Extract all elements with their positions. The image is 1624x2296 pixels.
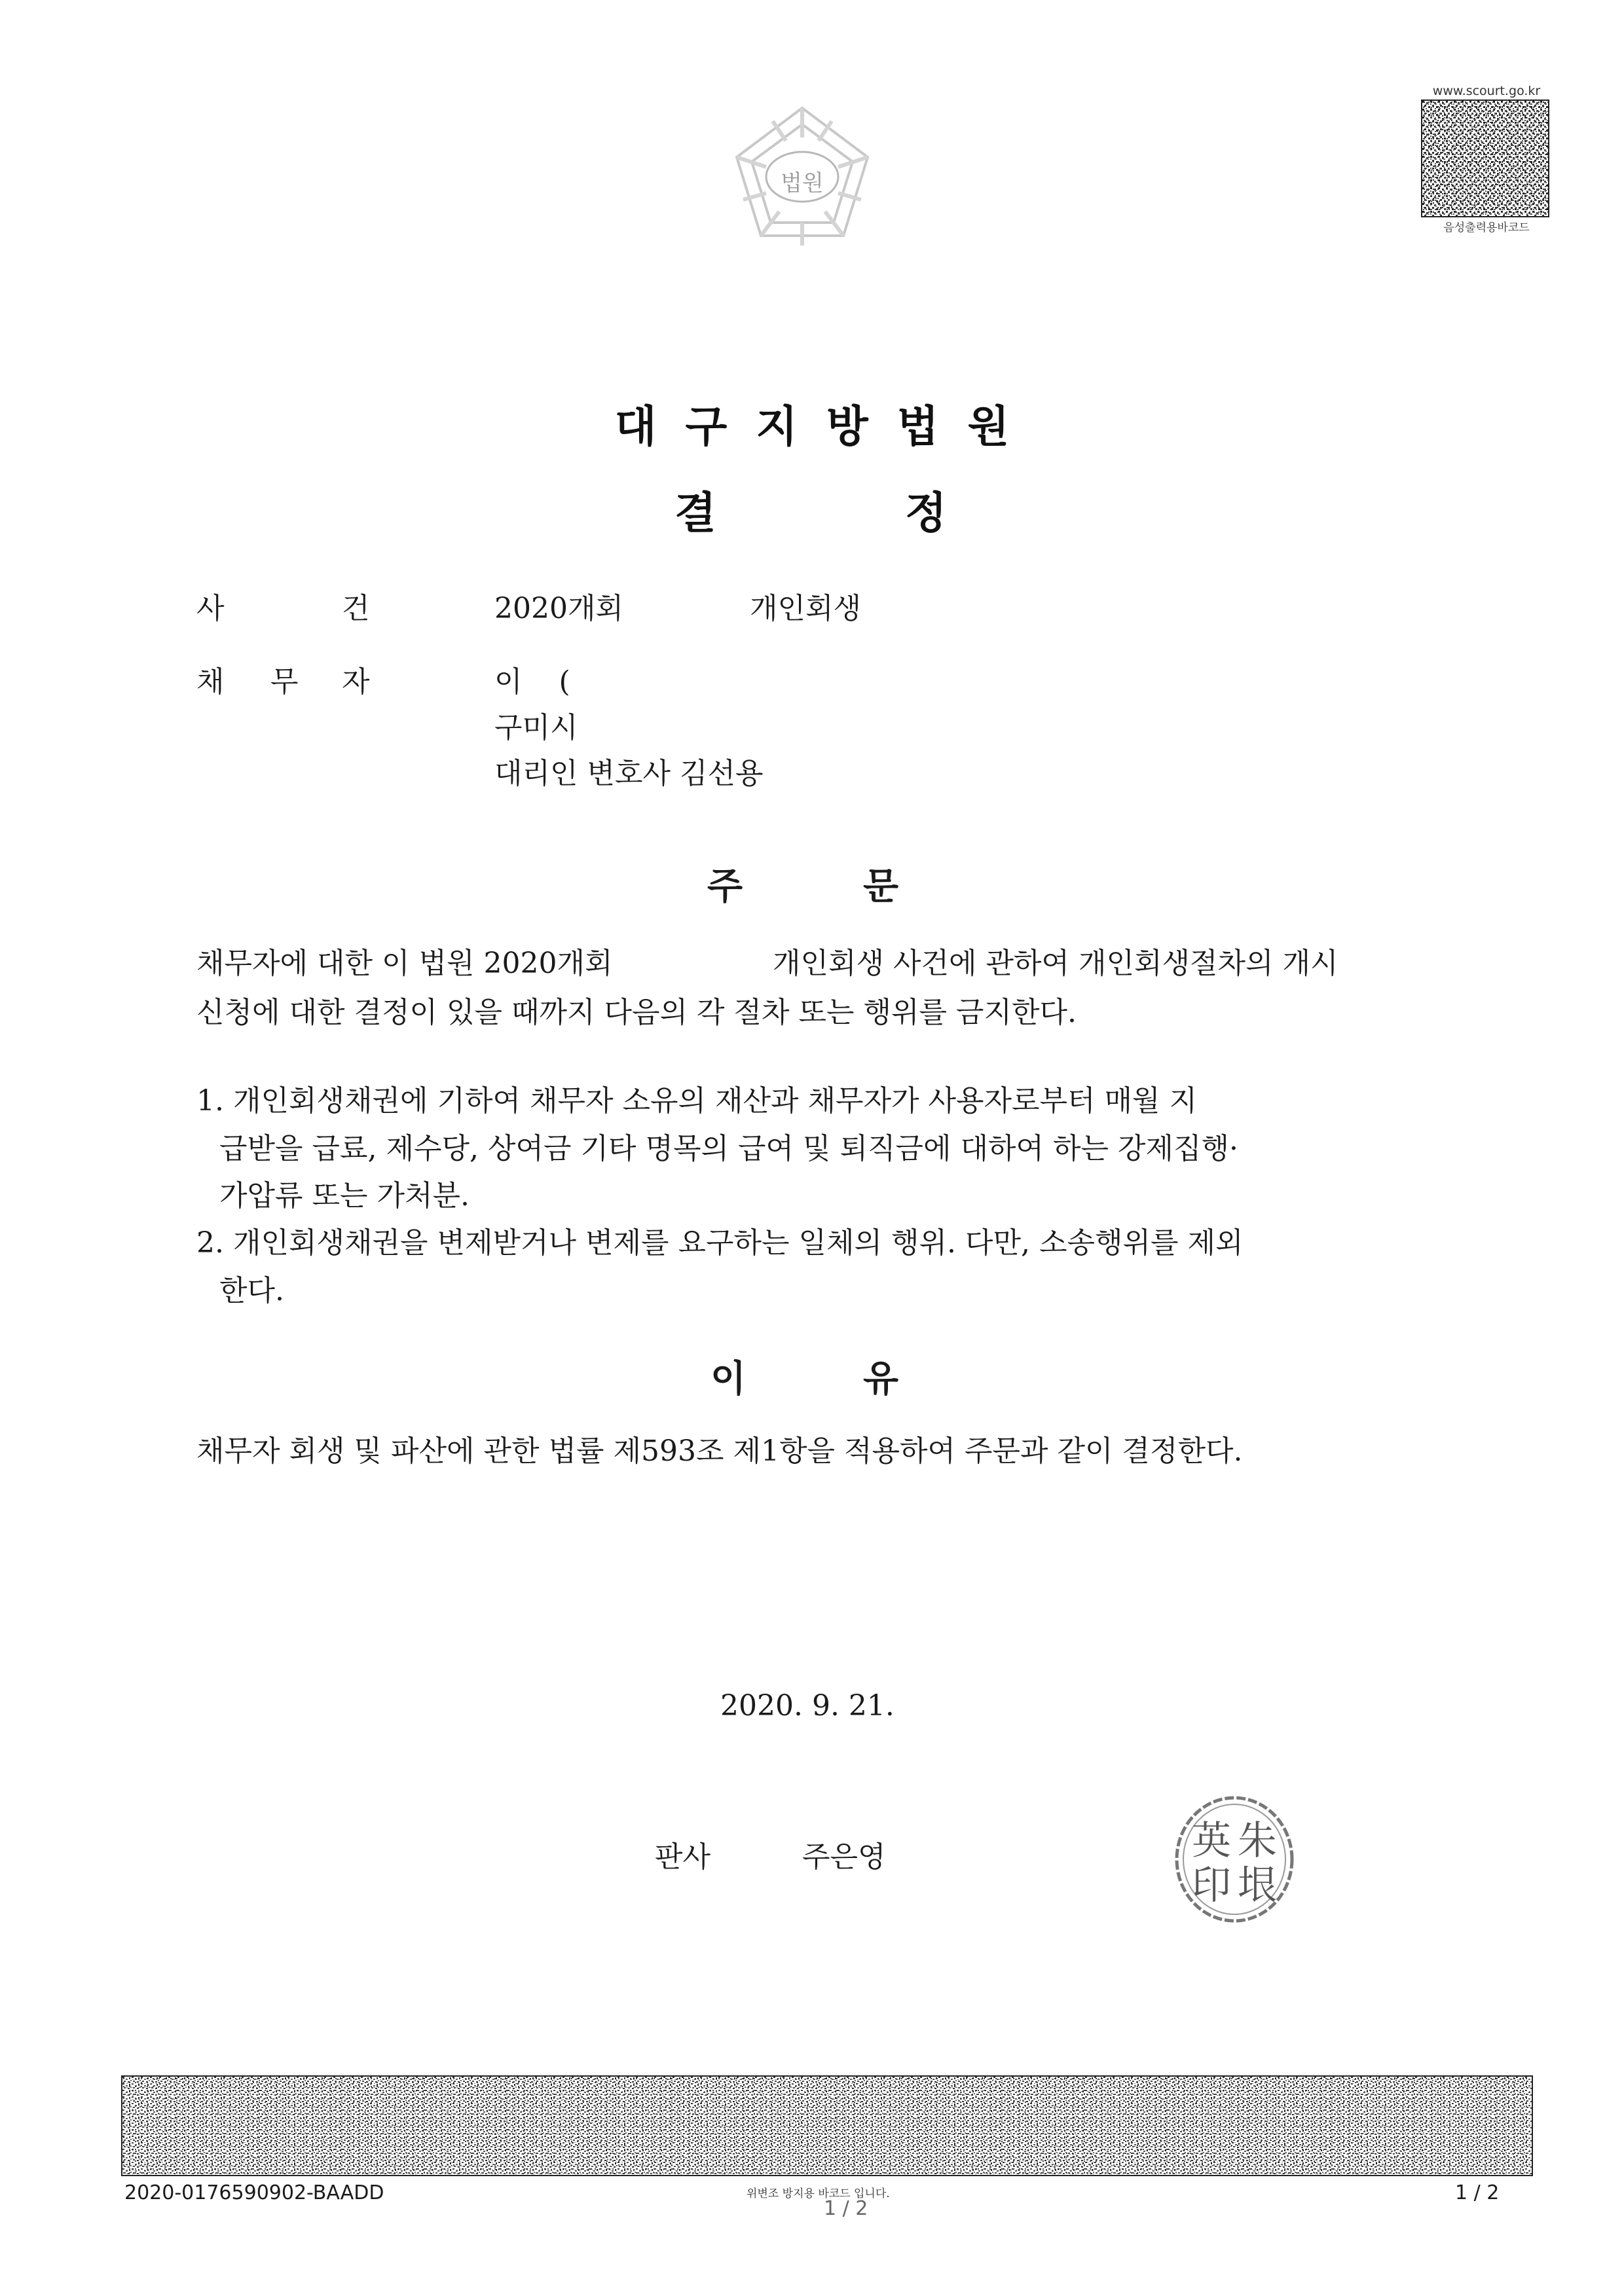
barcode-caption: 음성출력용바코드: [1443, 221, 1530, 234]
barcode-note: 위변조 방지용 바코드 입니다.: [747, 2187, 890, 2200]
emblem-label: 법원: [781, 170, 824, 196]
reason-heading-right: 유: [863, 1358, 899, 1400]
order-intro-part1: 채무자에 대한 이 법원 2020개회: [196, 947, 613, 980]
reason-text: 채무자 회생 및 파산에 관한 법률 제593조 제1항을 적용하여 주문과 같이 결정한다.: [196, 1434, 1243, 1468]
order-item1-line2: 급받을 급료, 제수당, 상여금 기타 명목의 급여 및 퇴직금에 대하여 하는 강제집행·: [219, 1132, 1238, 1165]
debtor-agent: 대리인 변호사 김선용: [494, 757, 764, 790]
judge-seal-icon: [1172, 1794, 1297, 1925]
voice-output-barcode: [1421, 100, 1549, 217]
page-number-center: 1 / 2: [824, 2197, 868, 2220]
court-website-url: www.scourt.go.kr: [1432, 84, 1541, 98]
seal-char-3: 垠: [1238, 1863, 1277, 1908]
order-item1-line3: 가압류 또는 가처분.: [219, 1179, 470, 1212]
judge-title: 판사: [655, 1840, 711, 1874]
reason-heading-left: 이: [710, 1358, 747, 1400]
seal-char-2: 英: [1192, 1818, 1231, 1864]
order-item2-line1: 2. 개인회생채권을 변제받거나 변제를 요구하는 일체의 행위. 다만, 소송행위를 제외: [196, 1226, 1244, 1260]
order-heading-left: 주: [707, 866, 743, 908]
document-id: 2020-0176590902-BAADD: [124, 2181, 384, 2204]
case-number: 2020개회: [494, 592, 623, 625]
order-intro-line2: 신청에 대한 결정이 있을 때까지 다음의 각 절차 또는 행위를 금지한다.: [196, 996, 1077, 1029]
order-item1-line1: 1. 개인회생채권에 기하여 채무자 소유의 재산과 채무자가 사용자로부터 매월 지: [196, 1084, 1197, 1118]
debtor-label-3: 자: [342, 665, 370, 699]
decision-date: 2020. 9. 21.: [720, 1689, 895, 1722]
order-heading-right: 문: [863, 866, 899, 908]
decision-title-left: 결: [674, 488, 716, 538]
seal-char-1: 朱: [1238, 1818, 1277, 1864]
decision-title-right: 정: [905, 488, 947, 538]
debtor-name: 이 (: [494, 665, 570, 699]
debtor-address: 구미시: [494, 711, 578, 744]
case-type: 개인회생: [750, 592, 862, 625]
case-label-2: 건: [342, 592, 370, 625]
court-name: 대구지방법원: [614, 401, 1039, 452]
page-number-right: 1 / 2: [1455, 2181, 1500, 2204]
case-label-1: 사: [196, 592, 225, 625]
order-item2-line2: 한다.: [219, 1274, 284, 1307]
order-intro-part2: 개인회생 사건에 관하여 개인회생절차의 개시: [773, 947, 1338, 980]
anti-forgery-barcode: [121, 2075, 1533, 2176]
judge-name: 주은영: [802, 1840, 886, 1874]
seal-char-4: 印: [1192, 1863, 1231, 1908]
debtor-label-1: 채: [196, 665, 225, 699]
debtor-label-2: 무: [270, 665, 299, 699]
